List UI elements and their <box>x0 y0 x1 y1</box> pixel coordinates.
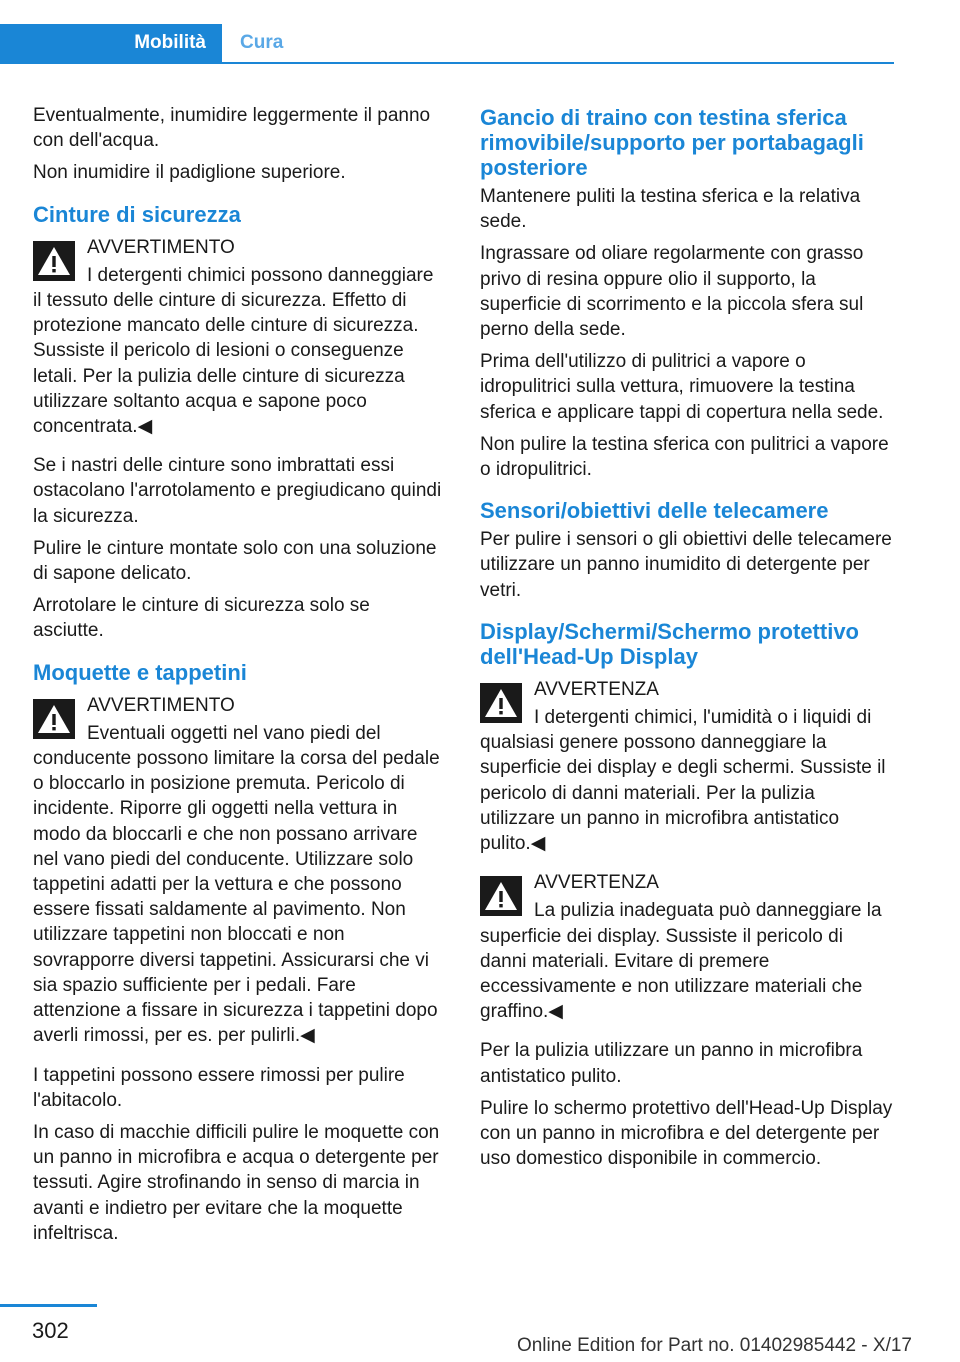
warning-text: I detergenti chimici possono danneggiare il tessuto delle cinture di sicurezza. Effetto di protezione mancato delle cinture di sicurezza. Sussiste il pericolo di lesioni o conseguenze letali. Per la pulizia delle cinture di sicurezza utilizzare soltanto acqua e sapone poco concentrata.◀ <box>33 264 434 438</box>
right-column <box>480 103 894 1179</box>
caution-text: La pulizia inadeguata può danneggiare la superficie dei display. Sussiste il pericolo di danni materiali. Evitare di premere eccessivamente e non utilizzare materiali che graffino.◀ <box>480 900 882 1023</box>
tab-cura[interactable]: Cura <box>240 32 284 53</box>
warning-title: AVVERTIMENTO <box>87 236 235 258</box>
warning-box <box>33 693 445 1049</box>
edition-footer: Online Edition for Part no. 01402985442 - X/17 <box>516 1335 912 1356</box>
body-paragraph: Ingrassare od oliare regolarmente con grasso privo di resina oppure olio il supporto, la superficie di scorrimento e la piccola sfera sul perno della sede. <box>480 243 864 341</box>
intro-paragraph: Non inumidire il padiglione superiore. <box>33 162 346 184</box>
body-paragraph: Non pulire la testina sferica con pulitrici a vapore o idropulitrici. <box>480 433 889 481</box>
body-paragraph: Pulire le cinture montate solo con una soluzione di sapone delicato. <box>33 537 437 585</box>
header-tabs <box>0 24 894 64</box>
warning-triangle-icon <box>33 699 75 739</box>
warning-text: Eventuali oggetti nel vano piedi del conducente possono limitare la corsa del pedale o bloccarlo in posizione premuta. Pericolo di incidente. Riporre gli oggetti nella vettura in modo da bloccarli e che non possano arrivare nel vano piedi del conducente. Utilizzare solo tappetini adatti per la vettura e che possono essere fissati saldamente al pavimento. Non utilizzare tappetini non bloccati e non sovrapporre diversi tappetini. Assicurarsi che vi sia spazio sufficiente per i pedali. Fare attenzione a fissare in sicurezza i tappetini dopo averli rimossi, per es. per pulirli.◀ <box>33 722 440 1047</box>
caution-title: AVVERTENZA <box>534 872 659 894</box>
caution-box <box>480 677 894 856</box>
footer-rule <box>0 1304 97 1307</box>
warning-triangle-icon <box>480 876 522 916</box>
caution-box <box>480 870 894 1024</box>
section-heading-sensors: Sensori/obiettivi delle telecamere <box>480 498 829 524</box>
body-paragraph: Arrotolare le cinture di sicurezza solo se asciutte. <box>33 595 370 642</box>
body-paragraph: Prima dell'utilizzo di pulitrici a vapore o idropulitrici sulla vettura, rimuovere la testina sferica e applicare tappi di copertura nella sede. <box>480 351 884 423</box>
body-paragraph: Mantenere puliti la testina sferica e la relativa sede. <box>480 186 861 233</box>
page-number: 302 <box>32 1318 69 1343</box>
left-column <box>33 103 445 1253</box>
section-heading-display: Display/Schermi/Schermo protettivo dell'Head-Up Display <box>480 618 859 669</box>
warning-triangle-icon <box>33 241 75 281</box>
body-paragraph: In caso di macchie difficili pulire le moquette con un panno in microfibra e acqua o detergente per tessuti. Agire strofinando in senso di marcia in avanti e indietro per evitare che la moquette infeltrisca. <box>33 1121 440 1244</box>
section-heading-carpets: Moquette e tappetini <box>33 659 247 685</box>
body-paragraph: Per pulire i sensori o gli obiettivi delle telecamere utilizzare un panno inumidito di detergente per vetri. <box>480 529 892 601</box>
intro-paragraph: Eventualmente, inumidire leggermente il panno con dell'acqua. <box>33 105 431 152</box>
section-heading-tow-hitch: Gancio di traino con testina sferica rimovibile/supporto per portabagagli posteriore <box>480 105 864 180</box>
body-paragraph: Per la pulizia utilizzare un panno in microfibra antistatico pulito. <box>480 1040 863 1087</box>
caution-title: AVVERTENZA <box>534 678 659 700</box>
section-heading-belts: Cinture di sicurezza <box>33 201 241 227</box>
warning-triangle-icon <box>480 683 522 723</box>
caution-text: I detergenti chimici, l'umidità o i liquidi di qualsiasi genere possono danneggiare la superficie dei display e degli schermi. Sussiste il pericolo di danni materiali. Per la pulizia utilizzare un panno in microfibra antistatico pulito.◀ <box>480 707 886 855</box>
body-paragraph: I tappetini possono essere rimossi per pulire l'abitacolo. <box>33 1064 405 1111</box>
body-paragraph: Pulire lo schermo protettivo dell'Head-Up Display con un panno in microfibra e del detergente per uso domestico disponibile in commercio. <box>480 1097 893 1170</box>
tab-mobilita[interactable]: Mobilità <box>0 24 222 62</box>
warning-box <box>33 235 445 440</box>
body-paragraph: Se i nastri delle cinture sono imbrattati essi ostacolano l'arrotolamento e pregiudicano quindi la sicurezza. <box>33 455 442 527</box>
warning-title: AVVERTIMENTO <box>87 694 235 716</box>
